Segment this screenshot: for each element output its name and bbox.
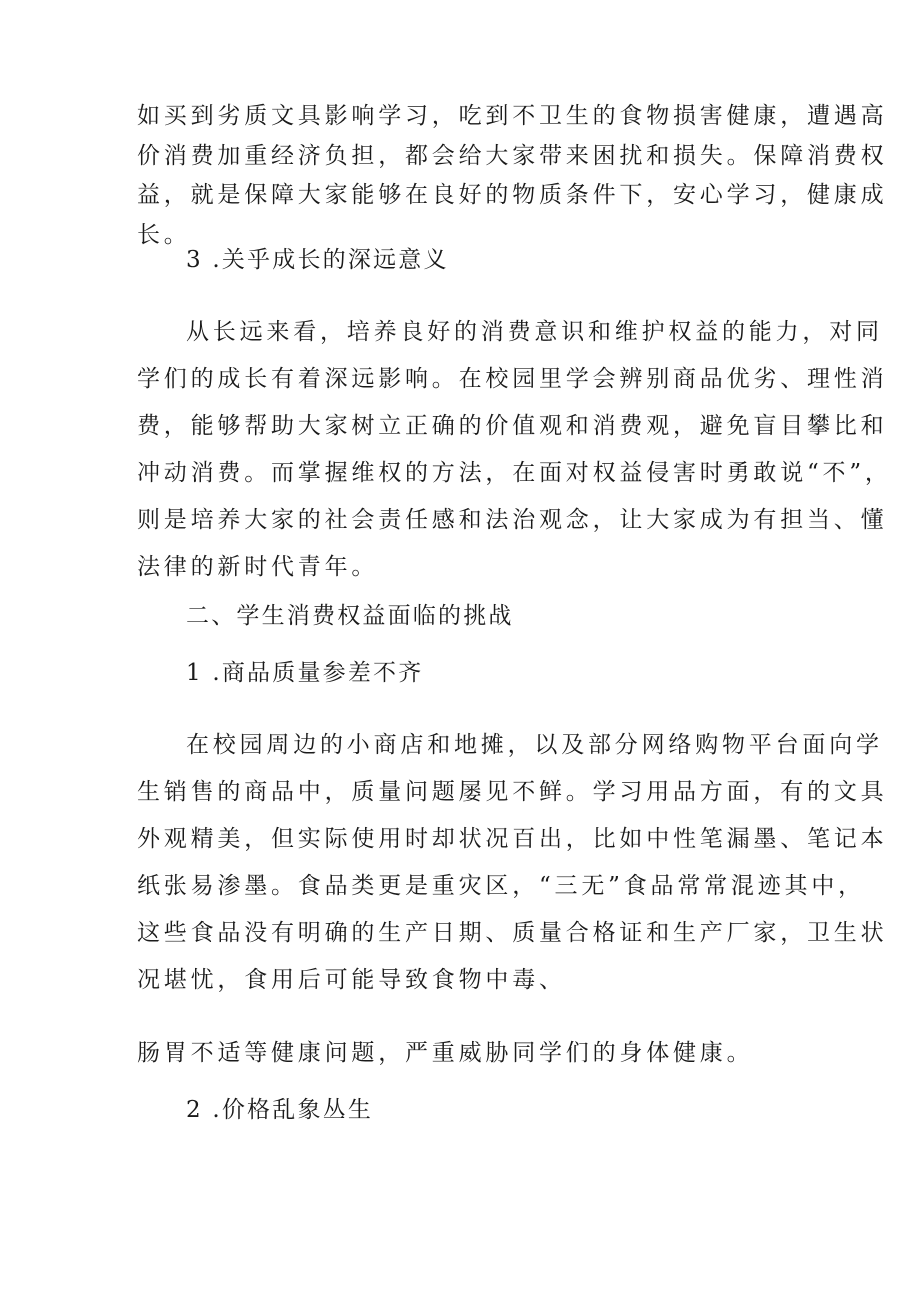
para3-line-3: 外观精美，但实际使用时却状况百出，比如中性笔漏墨、笔记本 bbox=[137, 826, 888, 852]
para2-line-3: 费，能够帮助大家树立正确的价值观和消费观，避免盲目攀比和 bbox=[137, 413, 888, 439]
para2-line-1: 从长远来看，培养良好的消费意识和维护权益的能力，对同 bbox=[186, 319, 883, 345]
section-heading-2: 二、学生消费权益面临的挑战 bbox=[186, 603, 514, 629]
para1-line-3: 益，就是保障大家能够在良好的物质条件下，安心学习，健康成 bbox=[137, 182, 888, 208]
para3-line-2: 生销售的商品中，质量问题屡见不鲜。学习用品方面，有的文具 bbox=[137, 779, 888, 805]
para3-line-1: 在校园周边的小商店和地摊，以及部分网络购物平台面向学 bbox=[186, 732, 883, 758]
para3-line-4: 纸张易渗墨。食品类更是重灾区，“三无”食品常常混迹其中， bbox=[137, 873, 865, 899]
para2-line-2: 学们的成长有着深远影响。在校园里学会辨别商品优劣、理性消 bbox=[137, 366, 888, 392]
para2-line-5: 则是培养大家的社会责任感和法治观念，让大家成为有担当、懂 bbox=[137, 507, 888, 533]
para3-line-6: 况堪忧，食用后可能导致食物中毒、 bbox=[137, 967, 566, 993]
para2-line-4: 冲动消费。而掌握维权的方法，在面对权益侵害时勇敢说“不”， bbox=[137, 460, 892, 486]
subheading-3: 3 .关乎成长的深远意义 bbox=[186, 247, 449, 273]
para2-line-6: 法律的新时代青年。 bbox=[137, 554, 379, 580]
para1-line-1: 如买到劣质文具影响学习，吃到不卫生的食物损害健康，遭遇高 bbox=[137, 103, 888, 129]
subheading-2: 2 .价格乱象丛生 bbox=[186, 1097, 374, 1123]
para3-line-5: 这些食品没有明确的生产日期、质量合格证和生产厂家，卫生状 bbox=[137, 920, 888, 946]
para1-line-2: 价消费加重经济负担，都会给大家带来困扰和损失。保障消费权 bbox=[137, 143, 888, 169]
para4-line-1: 肠胃不适等健康问题，严重威胁同学们的身体健康。 bbox=[137, 1040, 754, 1066]
subheading-1: 1 .商品质量参差不齐 bbox=[186, 660, 424, 686]
para1-line-4: 长。 bbox=[137, 222, 191, 248]
